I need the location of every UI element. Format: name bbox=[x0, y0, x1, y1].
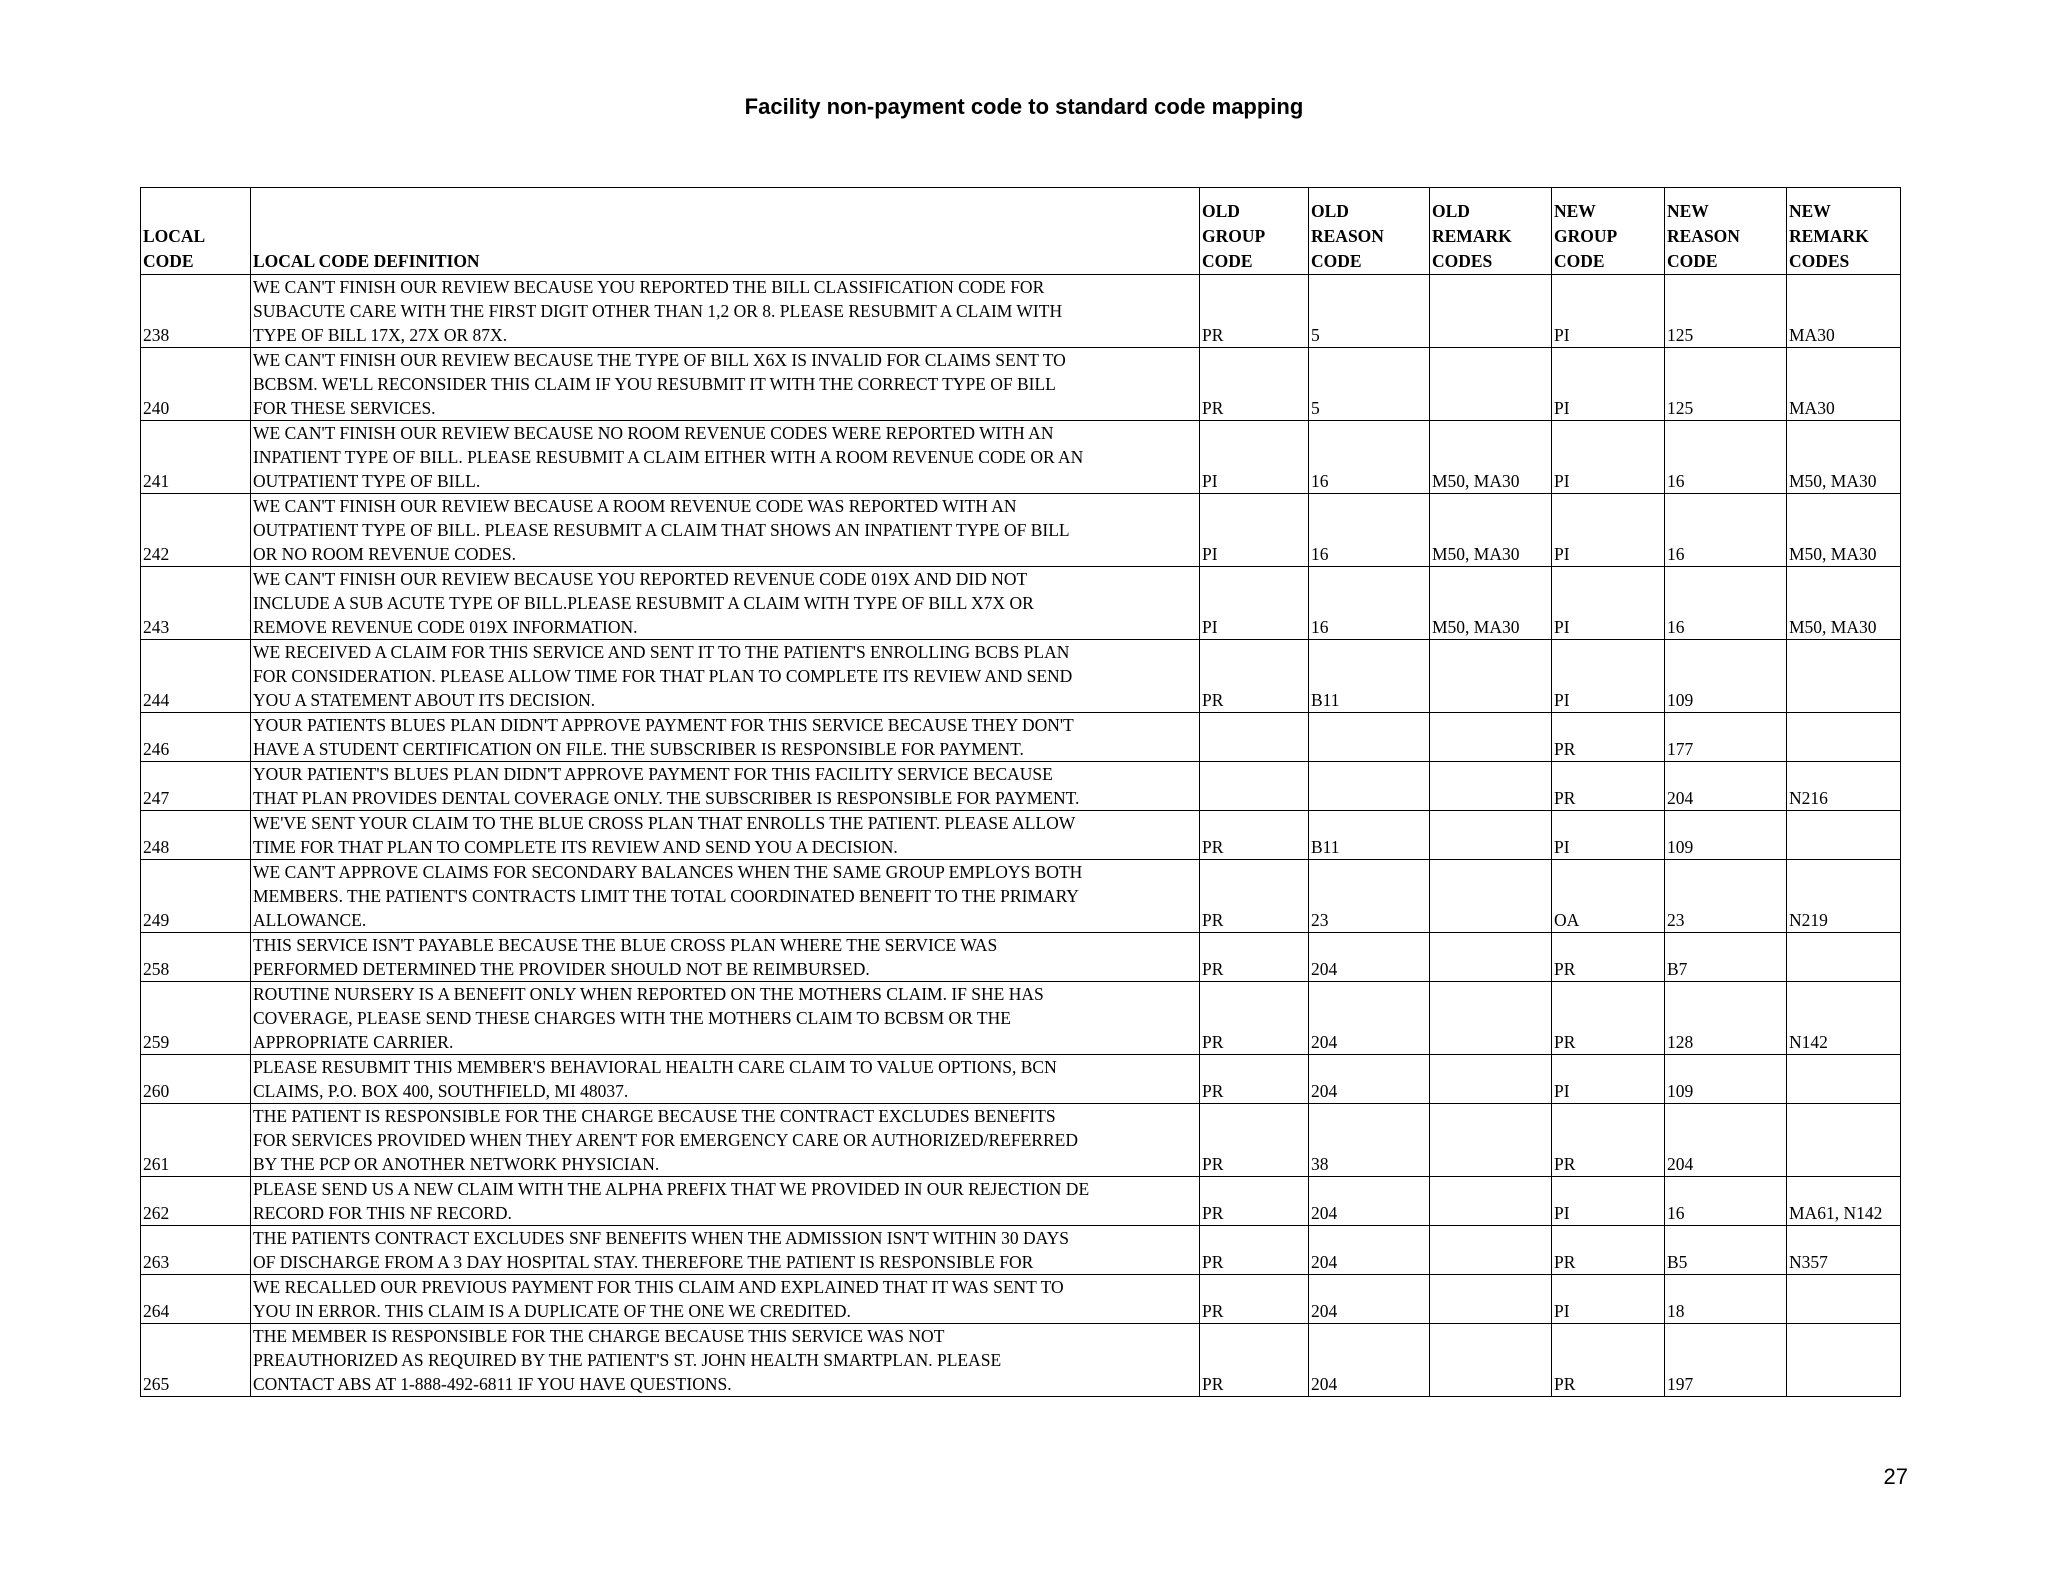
new-group-cell: PI bbox=[1552, 640, 1665, 713]
local-code-cell: 248 bbox=[141, 811, 251, 860]
old-reason-cell: 16 bbox=[1309, 567, 1430, 640]
definition-text: WE CAN'T APPROVE CLAIMS FOR SECONDARY BALANCES WHEN THE SAME GROUP EMPLOYS BOTH MEMBERS. THE PATIENT'S CONTRACTS LIMIT THE TOTAL COORDINATED BENEFIT TO THE PRIMARY ALLOWANCE. bbox=[253, 862, 1083, 930]
header-line: CODE bbox=[1202, 251, 1253, 271]
old-remark-cell: M50, MA30 bbox=[1430, 567, 1552, 640]
new-remark-cell bbox=[1787, 1324, 1901, 1397]
table-row bbox=[141, 1177, 1901, 1226]
old-remark-cell bbox=[1430, 348, 1552, 421]
old-group-cell: PR bbox=[1200, 348, 1309, 421]
new-reason-cell: 177 bbox=[1665, 713, 1787, 762]
new-remark-cell bbox=[1787, 1104, 1901, 1177]
definition-cell bbox=[251, 713, 1200, 762]
definition-text: THIS SERVICE ISN'T PAYABLE BECAUSE THE BLUE CROSS PLAN WHERE THE SERVICE WAS PERFORMED DETERMINED THE PROVIDER SHOULD NOT BE REIMBURSED. bbox=[253, 935, 998, 979]
old-reason-cell: 16 bbox=[1309, 494, 1430, 567]
local-code-header bbox=[141, 188, 251, 275]
old-reason-cell: B11 bbox=[1309, 640, 1430, 713]
new-reason-cell: 204 bbox=[1665, 1104, 1787, 1177]
new-group-cell: PI bbox=[1552, 1177, 1665, 1226]
definition-text: WE CAN'T FINISH OUR REVIEW BECAUSE A ROOM REVENUE CODE WAS REPORTED WITH AN OUTPATIENT TYPE OF BILL. PLEASE RESUBMIT A CLAIM THAT SHOWS AN INPATIENT TYPE OF BILL OR NO ROOM REVENUE CODES. bbox=[253, 496, 1070, 564]
table-row bbox=[141, 1275, 1901, 1324]
new-reason-code-header bbox=[1665, 188, 1787, 275]
old-group-cell: PR bbox=[1200, 1104, 1309, 1177]
old-remark-cell bbox=[1430, 1226, 1552, 1275]
new-reason-cell: 16 bbox=[1665, 494, 1787, 567]
old-group-cell bbox=[1200, 713, 1309, 762]
header-line: GROUP bbox=[1554, 226, 1618, 246]
definition-cell bbox=[251, 811, 1200, 860]
header-line: LOCAL CODE DEFINITION bbox=[253, 251, 480, 271]
old-group-code-header bbox=[1200, 188, 1309, 275]
header-line: CODES bbox=[1789, 251, 1850, 271]
new-reason-cell: 125 bbox=[1665, 348, 1787, 421]
header-line: LOCAL bbox=[143, 226, 206, 246]
new-remark-cell: MA30 bbox=[1787, 348, 1901, 421]
old-group-cell: PI bbox=[1200, 567, 1309, 640]
local-code-cell: 265 bbox=[141, 1324, 251, 1397]
definition-text: WE RECALLED OUR PREVIOUS PAYMENT FOR THIS CLAIM AND EXPLAINED THAT IT WAS SENT TO YOU IN ERROR. THIS CLAIM IS A DUPLICATE OF THE ONE WE CREDITED. bbox=[253, 1277, 1064, 1321]
definition-text: YOUR PATIENT'S BLUES PLAN DIDN'T APPROVE PAYMENT FOR THIS FACILITY SERVICE BECAUSE THAT PLAN PROVIDES DENTAL COVERAGE ONLY. THE SUBSCRIBER IS RESPONSIBLE FOR PAYMENT. bbox=[253, 764, 1080, 808]
table-row bbox=[141, 811, 1901, 860]
local-code-cell: 243 bbox=[141, 567, 251, 640]
old-remark-cell: M50, MA30 bbox=[1430, 421, 1552, 494]
local-code-cell: 264 bbox=[141, 1275, 251, 1324]
definition-cell bbox=[251, 494, 1200, 567]
new-reason-cell: B5 bbox=[1665, 1226, 1787, 1275]
old-group-cell: PR bbox=[1200, 1226, 1309, 1275]
new-remark-cell bbox=[1787, 1055, 1901, 1104]
new-reason-cell: 16 bbox=[1665, 567, 1787, 640]
table-row bbox=[141, 1226, 1901, 1275]
new-group-cell: PI bbox=[1552, 348, 1665, 421]
new-group-cell: PR bbox=[1552, 713, 1665, 762]
old-reason-cell: 5 bbox=[1309, 348, 1430, 421]
header-line: CODE bbox=[1311, 251, 1362, 271]
new-group-cell: PI bbox=[1552, 811, 1665, 860]
header-line: CODE bbox=[143, 251, 194, 271]
new-reason-cell: 204 bbox=[1665, 762, 1787, 811]
definition-cell bbox=[251, 640, 1200, 713]
old-reason-cell: 5 bbox=[1309, 275, 1430, 348]
old-group-cell: PR bbox=[1200, 1055, 1309, 1104]
table-row bbox=[141, 640, 1901, 713]
new-reason-cell: 109 bbox=[1665, 1055, 1787, 1104]
new-group-cell: PR bbox=[1552, 1324, 1665, 1397]
local-code-cell: 260 bbox=[141, 1055, 251, 1104]
new-reason-cell: B7 bbox=[1665, 933, 1787, 982]
old-reason-cell: 204 bbox=[1309, 1055, 1430, 1104]
header-line: CODE bbox=[1667, 251, 1718, 271]
definition-cell bbox=[251, 1055, 1200, 1104]
definition-text: WE CAN'T FINISH OUR REVIEW BECAUSE YOU REPORTED REVENUE CODE 019X AND DID NOT INCLUDE A SUB ACUTE TYPE OF BILL.PLEASE RESUBMIT A CLAIM WITH TYPE OF BILL X7X OR REMOVE REVENUE CODE 019X INFORMATION. bbox=[253, 569, 1034, 637]
local-code-cell: 259 bbox=[141, 982, 251, 1055]
definition-text: THE PATIENTS CONTRACT EXCLUDES SNF BENEFITS WHEN THE ADMISSION ISN'T WITHIN 30 DAYS OF DISCHARGE FROM A 3 DAY HOSPITAL STAY. THEREFORE THE PATIENT IS RESPONSIBLE FOR bbox=[253, 1228, 1069, 1272]
old-remark-cell bbox=[1430, 1324, 1552, 1397]
table-row bbox=[141, 348, 1901, 421]
old-remark-cell bbox=[1430, 811, 1552, 860]
new-remark-cell bbox=[1787, 640, 1901, 713]
definition-text: WE RECEIVED A CLAIM FOR THIS SERVICE AND SENT IT TO THE PATIENT'S ENROLLING BCBS PLAN FOR CONSIDERATION. PLEASE ALLOW TIME FOR THAT PLAN TO COMPLETE ITS REVIEW AND SEND YOU A STATEMENT ABOUT ITS DECISION. bbox=[253, 642, 1073, 710]
table-row bbox=[141, 494, 1901, 567]
table-row bbox=[141, 762, 1901, 811]
new-remark-cell: N216 bbox=[1787, 762, 1901, 811]
old-group-cell: PR bbox=[1200, 933, 1309, 982]
old-reason-cell: 38 bbox=[1309, 1104, 1430, 1177]
new-reason-cell: 109 bbox=[1665, 640, 1787, 713]
new-reason-cell: 16 bbox=[1665, 1177, 1787, 1226]
header-line: CODE bbox=[1554, 251, 1605, 271]
old-reason-cell: 204 bbox=[1309, 1177, 1430, 1226]
old-reason-cell: 204 bbox=[1309, 1324, 1430, 1397]
local-code-cell: 263 bbox=[141, 1226, 251, 1275]
old-group-cell: PI bbox=[1200, 494, 1309, 567]
old-group-cell: PR bbox=[1200, 1177, 1309, 1226]
header-line: CODES bbox=[1432, 251, 1493, 271]
old-reason-cell: 204 bbox=[1309, 982, 1430, 1055]
new-group-code-header bbox=[1552, 188, 1665, 275]
header-line: OLD bbox=[1202, 201, 1240, 221]
code-mapping-table bbox=[140, 187, 1901, 1397]
new-group-cell: PR bbox=[1552, 1104, 1665, 1177]
definition-cell bbox=[251, 275, 1200, 348]
new-group-cell: PI bbox=[1552, 421, 1665, 494]
new-group-cell: PI bbox=[1552, 275, 1665, 348]
new-group-cell: PR bbox=[1552, 933, 1665, 982]
old-reason-cell: B11 bbox=[1309, 811, 1430, 860]
new-reason-cell: 23 bbox=[1665, 860, 1787, 933]
old-group-cell bbox=[1200, 762, 1309, 811]
local-code-cell: 242 bbox=[141, 494, 251, 567]
old-remark-cell bbox=[1430, 1055, 1552, 1104]
local-code-cell: 249 bbox=[141, 860, 251, 933]
new-reason-cell: 16 bbox=[1665, 421, 1787, 494]
table-body bbox=[141, 275, 1901, 1397]
new-reason-cell: 125 bbox=[1665, 275, 1787, 348]
old-group-cell: PR bbox=[1200, 811, 1309, 860]
definition-cell bbox=[251, 982, 1200, 1055]
old-remark-cell bbox=[1430, 1275, 1552, 1324]
local-code-cell: 246 bbox=[141, 713, 251, 762]
new-remark-cell: N219 bbox=[1787, 860, 1901, 933]
local-code-cell: 240 bbox=[141, 348, 251, 421]
new-group-cell: PI bbox=[1552, 567, 1665, 640]
definition-cell bbox=[251, 1226, 1200, 1275]
old-remark-cell bbox=[1430, 275, 1552, 348]
new-group-cell: PI bbox=[1552, 1055, 1665, 1104]
new-remark-cell bbox=[1787, 811, 1901, 860]
new-remark-cell bbox=[1787, 1275, 1901, 1324]
table-row bbox=[141, 421, 1901, 494]
new-group-cell: PR bbox=[1552, 1226, 1665, 1275]
definition-cell bbox=[251, 762, 1200, 811]
definition-text: YOUR PATIENTS BLUES PLAN DIDN'T APPROVE PAYMENT FOR THIS SERVICE BECAUSE THEY DON'T HAVE A STUDENT CERTIFICATION ON FILE. THE SUBSCRIBER IS RESPONSIBLE FOR PAYMENT. bbox=[253, 715, 1074, 759]
old-group-cell: PI bbox=[1200, 421, 1309, 494]
page-title: Facility non-payment code to standard code mapping bbox=[744, 94, 1304, 119]
old-reason-cell bbox=[1309, 762, 1430, 811]
old-reason-code-header bbox=[1309, 188, 1430, 275]
header-line: REASON bbox=[1311, 226, 1384, 246]
old-remark-codes-header bbox=[1430, 188, 1552, 275]
new-reason-cell: 18 bbox=[1665, 1275, 1787, 1324]
table-row bbox=[141, 1104, 1901, 1177]
header-line: NEW bbox=[1554, 201, 1596, 221]
definition-text: WE CAN'T FINISH OUR REVIEW BECAUSE THE TYPE OF BILL X6X IS INVALID FOR CLAIMS SENT TO BCBSM. WE'LL RECONSIDER THIS CLAIM IF YOU RESUBMIT IT WITH THE CORRECT TYPE OF BILL FOR THESE SERVICES. bbox=[253, 350, 1066, 418]
new-group-cell: PR bbox=[1552, 762, 1665, 811]
old-reason-cell: 23 bbox=[1309, 860, 1430, 933]
new-reason-cell: 128 bbox=[1665, 982, 1787, 1055]
new-remark-cell: N357 bbox=[1787, 1226, 1901, 1275]
table-row bbox=[141, 567, 1901, 640]
old-remark-cell bbox=[1430, 1104, 1552, 1177]
table-row bbox=[141, 860, 1901, 933]
definition-cell bbox=[251, 348, 1200, 421]
new-remark-cell bbox=[1787, 713, 1901, 762]
new-reason-cell: 109 bbox=[1665, 811, 1787, 860]
definition-cell bbox=[251, 860, 1200, 933]
local-code-cell: 258 bbox=[141, 933, 251, 982]
definition-cell bbox=[251, 567, 1200, 640]
old-remark-cell bbox=[1430, 640, 1552, 713]
old-group-cell: PR bbox=[1200, 1324, 1309, 1397]
definition-text: PLEASE RESUBMIT THIS MEMBER'S BEHAVIORAL HEALTH CARE CLAIM TO VALUE OPTIONS, BCN CLAIMS, P.O. BOX 400, SOUTHFIELD, MI 48037. bbox=[253, 1057, 1057, 1101]
header-line: REMARK bbox=[1432, 226, 1512, 246]
old-remark-cell bbox=[1430, 762, 1552, 811]
definition-cell bbox=[251, 1324, 1200, 1397]
old-reason-cell bbox=[1309, 713, 1430, 762]
table-header-row bbox=[141, 188, 1901, 275]
old-remark-cell bbox=[1430, 933, 1552, 982]
old-group-cell: PR bbox=[1200, 860, 1309, 933]
new-remark-cell: M50, MA30 bbox=[1787, 567, 1901, 640]
new-group-cell: PI bbox=[1552, 494, 1665, 567]
new-group-cell: PR bbox=[1552, 982, 1665, 1055]
table-row bbox=[141, 1055, 1901, 1104]
page-number: 27 bbox=[1883, 1464, 1908, 1489]
header-line: NEW bbox=[1667, 201, 1709, 221]
new-remark-cell bbox=[1787, 933, 1901, 982]
new-group-cell: OA bbox=[1552, 860, 1665, 933]
header-line: REASON bbox=[1667, 226, 1740, 246]
old-reason-cell: 16 bbox=[1309, 421, 1430, 494]
definition-text: WE CAN'T FINISH OUR REVIEW BECAUSE YOU REPORTED THE BILL CLASSIFICATION CODE FOR SUBACUTE CARE WITH THE FIRST DIGIT OTHER THAN 1,2 OR 8. PLEASE RESUBMIT A CLAIM WITH TYPE OF BILL 17X, 27X OR 87X. bbox=[253, 277, 1063, 345]
table-row bbox=[141, 275, 1901, 348]
old-remark-cell bbox=[1430, 982, 1552, 1055]
old-reason-cell: 204 bbox=[1309, 1226, 1430, 1275]
header-line: REMARK bbox=[1789, 226, 1869, 246]
definition-text: THE PATIENT IS RESPONSIBLE FOR THE CHARGE BECAUSE THE CONTRACT EXCLUDES BENEFITS FOR SERVICES PROVIDED WHEN THEY AREN'T FOR EMERGENCY CARE OR AUTHORIZED/REFERRED BY THE PCP OR ANOTHER NETWORK PHYSICIAN. bbox=[253, 1106, 1078, 1174]
new-remark-cell: MA61, N142 bbox=[1787, 1177, 1901, 1226]
table-row bbox=[141, 933, 1901, 982]
old-group-cell: PR bbox=[1200, 640, 1309, 713]
new-remark-cell: N142 bbox=[1787, 982, 1901, 1055]
definition-cell bbox=[251, 933, 1200, 982]
new-group-cell: PI bbox=[1552, 1275, 1665, 1324]
local-code-cell: 241 bbox=[141, 421, 251, 494]
new-remark-cell: MA30 bbox=[1787, 275, 1901, 348]
definition-cell bbox=[251, 421, 1200, 494]
local-code-cell: 247 bbox=[141, 762, 251, 811]
local-code-cell: 244 bbox=[141, 640, 251, 713]
definition-text: WE CAN'T FINISH OUR REVIEW BECAUSE NO ROOM REVENUE CODES WERE REPORTED WITH AN INPATIENT TYPE OF BILL. PLEASE RESUBMIT A CLAIM EITHER WITH A ROOM REVENUE CODE OR AN OUTPATIENT TYPE OF BILL. bbox=[253, 423, 1084, 491]
old-remark-cell bbox=[1430, 713, 1552, 762]
definition-text: ROUTINE NURSERY IS A BENEFIT ONLY WHEN REPORTED ON THE MOTHERS CLAIM. IF SHE HAS COVERAGE, PLEASE SEND THESE CHARGES WITH THE MOTHERS CLAIM TO BCBSM OR THE APPROPRIATE CARRIER. bbox=[253, 984, 1044, 1052]
header-line: OLD bbox=[1311, 201, 1349, 221]
old-remark-cell bbox=[1430, 1177, 1552, 1226]
definition-text: WE'VE SENT YOUR CLAIM TO THE BLUE CROSS PLAN THAT ENROLLS THE PATIENT. PLEASE ALLOW TIME FOR THAT PLAN TO COMPLETE ITS REVIEW AND SEND YOU A DECISION. bbox=[253, 813, 1076, 857]
header-line: OLD bbox=[1432, 201, 1470, 221]
old-group-cell: PR bbox=[1200, 275, 1309, 348]
definition-cell bbox=[251, 1104, 1200, 1177]
table-row bbox=[141, 1324, 1901, 1397]
table-row bbox=[141, 982, 1901, 1055]
header-line: NEW bbox=[1789, 201, 1831, 221]
old-reason-cell: 204 bbox=[1309, 1275, 1430, 1324]
old-reason-cell: 204 bbox=[1309, 933, 1430, 982]
definition-text: THE MEMBER IS RESPONSIBLE FOR THE CHARGE BECAUSE THIS SERVICE WAS NOT PREAUTHORIZED AS REQUIRED BY THE PATIENT'S ST. JOHN HEALTH SMARTPLAN. PLEASE CONTACT ABS AT 1-888-492-6811 IF YOU HAVE QUESTIONS. bbox=[253, 1326, 1002, 1394]
old-group-cell: PR bbox=[1200, 1275, 1309, 1324]
table-row bbox=[141, 713, 1901, 762]
new-remark-cell: M50, MA30 bbox=[1787, 421, 1901, 494]
local-code-definition-header bbox=[251, 188, 1200, 275]
new-remark-codes-header bbox=[1787, 188, 1901, 275]
old-remark-cell bbox=[1430, 860, 1552, 933]
new-reason-cell: 197 bbox=[1665, 1324, 1787, 1397]
new-remark-cell: M50, MA30 bbox=[1787, 494, 1901, 567]
definition-cell bbox=[251, 1275, 1200, 1324]
old-group-cell: PR bbox=[1200, 982, 1309, 1055]
definition-text: PLEASE SEND US A NEW CLAIM WITH THE ALPHA PREFIX THAT WE PROVIDED IN OUR REJECTION DE RECORD FOR THIS NF RECORD. bbox=[253, 1179, 1090, 1223]
local-code-cell: 238 bbox=[141, 275, 251, 348]
definition-cell bbox=[251, 1177, 1200, 1226]
local-code-cell: 261 bbox=[141, 1104, 251, 1177]
local-code-cell: 262 bbox=[141, 1177, 251, 1226]
header-line: GROUP bbox=[1202, 226, 1266, 246]
old-remark-cell: M50, MA30 bbox=[1430, 494, 1552, 567]
